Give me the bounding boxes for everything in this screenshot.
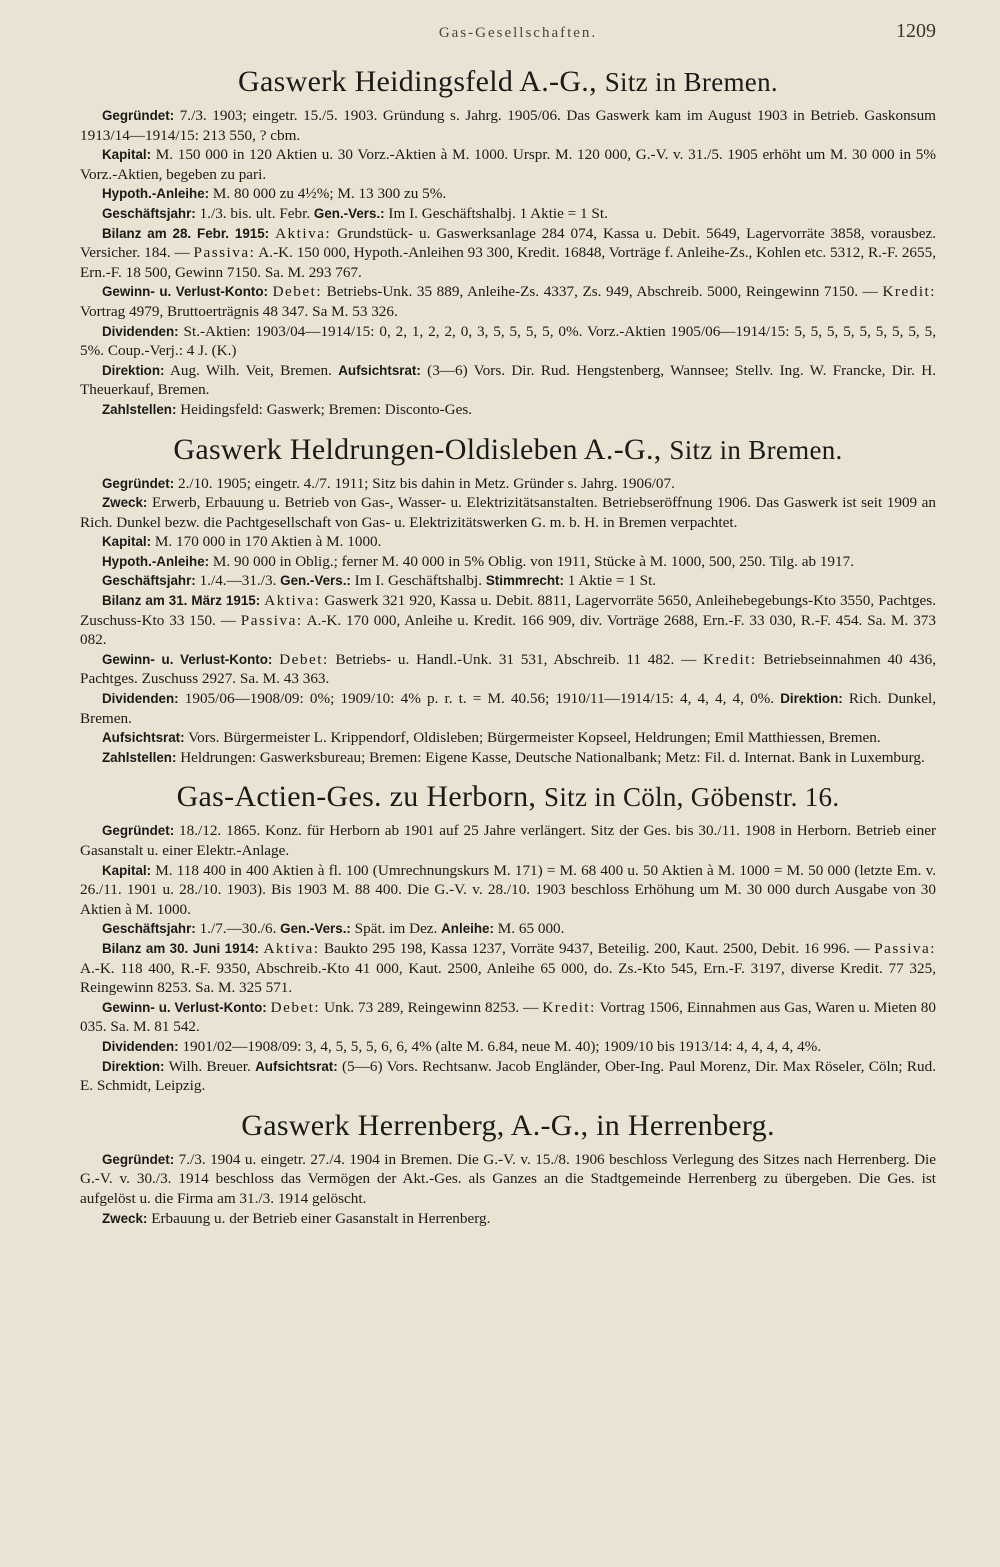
field-label: Kapital: [102,147,152,163]
entry-paragraph [80,939,936,998]
entry-paragraph [80,591,936,650]
field-text: Betriebs- u. Handl.-Unk. 31 531, Abschreib. 11 482. — [328,650,704,668]
field-label: Aufsichtsrat: [102,730,185,746]
field-text: Erbauung u. der Betrieb einer Gasanstalt in Herrenberg. [147,1209,491,1227]
entry-paragraph [80,1037,936,1057]
company-entry [80,64,936,420]
field-text: Im I. Geschäftshalbj. [350,572,486,590]
entry-paragraph [80,493,936,532]
entry-paragraph [80,1209,936,1229]
entry-paragraph [80,282,936,321]
field-label: Geschäftsjahr: [102,573,196,589]
field-label: Bilanz am 30. Juni 1914: [102,940,259,956]
field-text: Vortrag 4979, Bruttoerträgnis 48 347. Sa M. 53 326. [80,302,398,320]
company-name: Gaswerk Heldrungen-Oldisleben A.-G., [173,432,662,466]
field-text: 1./4.—31./3. [195,572,281,590]
field-text: M. 80 000 zu 4½%; M. 13 300 zu 5%. [209,185,447,203]
account-side-label: Debet: [279,650,329,668]
field-label: Geschäftsjahr: [102,921,196,937]
entry-paragraph [80,998,936,1037]
field-label: Gewinn- u. Verlust-Konto: [102,651,273,667]
entry-paragraph [80,1150,936,1209]
company-name: Gaswerk Heidingsfeld A.-G., [238,65,597,98]
entry-paragraph [80,204,936,224]
field-text: St.-Aktien: 1903/04—1914/15: 0, 2, 1, 2, 2, 0, 3, 5, 5, 5, 5, 0%. Vorz.-Aktien 1905/06—1914/15: 5, 5, 5, 5, 5, 5, 5, 5, 5, 5%. Coup.-Verj.: 4 J. (K.) [80,322,936,360]
field-text: M. 90 000 in Oblig.; ferner M. 40 000 in 5% Oblig. von 1911, Stücke à M. 1000, 500, 250. Tilg. ab 1917. [209,552,855,570]
field-label: Kapital: [102,534,152,550]
company-entries [80,64,936,1228]
field-text: M. 118 400 in 400 Aktien à fl. 100 (Umrechnungskurs M. 171) = M. 68 400 u. 50 Aktien à M. 1000 = M. 50 000 (letzte Em. v. 26./11. 1901 u. 28./10. 1903). Bis 1903 M. 88 400. Die G.-V. v. 28./10. 1903 beschloss Erhöhung um M. 30 000 durch Ausgabe von 30 Aktien à M. 1000. [80,861,936,918]
account-side-label: Passiva: [874,939,936,957]
field-label: Geschäftsjahr: [102,205,196,221]
entry-paragraph [80,1057,936,1096]
field-label: Gen.-Vers.: [280,921,351,937]
company-entry [80,432,936,768]
entry-paragraph [80,322,936,361]
field-text: A.-K. 150 000, Hypoth.-Anleihen 93 300, Kredit. 16848, Vorträge f. Anleihe-Zs., Kohlen etc. 5312, R.-F. 2655, Ern.-F. 18 500, Gewinn 7150. Sa. M. 293 767. [80,244,936,281]
field-label: Gen.-Vers.: [313,205,385,221]
field-text: Betriebs-Unk. 35 889, Anleihe-Zs. 4337, Zs. 949, Abschreib. 5000, Reingewinn 7150. — [322,283,883,301]
field-text: M. 65 000. [493,920,565,938]
field-label: Hypoth.-Anleihe: [102,553,210,569]
field-text: 7./3. 1904 u. eingetr. 27./4. 1904 in Bremen. Die G.-V. v. 15./8. 1906 beschloss Verlegung des Sitzes nach Herrenberg. Die G.-V. v. 30./3. 1914 beschloss das Vermögen der Akt.-Ges. als Ganzes an die Stadtgemeinde Herrenberg zu übergeben. Die Ges. ist aufgelöst u. die Firma am 31./3. 1914 gelöscht. [80,1150,936,1207]
company-name: Gaswerk Herrenberg, A.-G., in Herrenberg. [241,1108,775,1142]
company-heading [80,432,936,468]
company-seat: Sitz in Bremen. [669,434,843,465]
field-text: Baukto 295 198, Kassa 1237, Vorräte 9437, Beteilig. 200, Kaut. 2500, Debit. 16 996. — [319,939,875,957]
field-label: Direktion: [102,1058,165,1074]
field-label: Stimmrecht: [485,573,564,589]
entry-paragraph [80,748,936,768]
field-label: Direktion: [102,362,165,378]
field-text: M. 170 000 in 170 Aktien à M. 1000. [151,533,382,551]
field-text: Spät. im Dez. [350,920,442,938]
account-side-label: Kredit: [542,998,596,1016]
field-label: Zweck: [102,1210,148,1226]
field-text: 1 Aktie = 1 St. [563,572,657,590]
company-seat: Sitz in Cöln, Göbenstr. 16. [544,782,840,813]
entry-paragraph [80,474,936,494]
field-text: 2./10. 1905; eingetr. 4./7. 1911; Sitz bis dahin in Metz. Gründer s. Jahrg. 1906/07. [174,474,675,492]
company-seat: Sitz in Bremen. [604,67,778,97]
running-head [80,20,936,46]
field-label: Zahlstellen: [102,749,177,765]
field-text: Heldrungen: Gaswerksbureau; Bremen: Eigene Kasse, Deutsche Nationalbank; Metz: Fil. d. Internat. Bank in Luxemburg. [176,748,925,766]
account-side-label: Passiva: [193,244,256,262]
entry-paragraph [80,571,936,591]
company-heading [80,1108,936,1144]
field-label: Gen.-Vers.: [280,573,351,589]
field-label: Anleihe: [441,921,494,937]
field-label: Gewinn- u. Verlust-Konto: [102,284,268,300]
company-heading [80,64,936,100]
company-heading [80,779,936,815]
field-text: Wilh. Breuer. [164,1057,256,1075]
field-label: Dividenden: [102,1038,179,1054]
company-entry [80,779,936,1095]
field-text: Im I. Geschäftshalbj. 1 Aktie = 1 St. [384,204,608,222]
running-head-title: Gas-Gesellschaften. [438,25,598,41]
entry-paragraph [80,861,936,920]
field-text: M. 150 000 in 120 Aktien u. 30 Vorz.-Aktien à M. 1000. Urspr. M. 120 000, G.-V. v. 31./5. 1905 erhöht um M. 30 000 in 5% Vorz.-Aktien, begeben zu pari. [80,146,936,183]
entry-paragraph [80,821,936,860]
entry-paragraph [80,919,936,939]
entry-paragraph [80,728,936,748]
field-text: Vors. Bürgermeister L. Krippendorf, Oldisleben; Bürgermeister Kopseel, Heldrungen; Emil Matthiessen, Bremen. [184,729,881,747]
field-text: Heidingsfeld: Gaswerk; Bremen: Disconto-Ges. [176,400,473,418]
entry-paragraph [80,650,936,689]
field-label: Dividenden: [102,691,179,707]
field-text: Gaswerk 321 920, Kassa u. Debit. 8811, Lagervorräte 5650, Anleihebegebungs-Kto 3550, Pachtges. Zuschuss-Kto 33 150. — [80,592,936,629]
account-side-label: Aktiva: [263,939,320,957]
field-text: (5—6) Vors. Rechtsanw. Jacob Engländer, Ober-Ing. Paul Morenz, Dir. Max Röseler, Cöln; Rud. E. Schmidt, Leipzig. [80,1057,937,1095]
field-label: Bilanz am 31. März 1915: [102,593,261,609]
entry-paragraph [80,532,936,552]
account-side-label: Aktiva: [275,224,332,242]
field-label: Kapital: [102,862,152,878]
field-text: Vortrag 1506, Einnahmen aus Gas, Waren u. Mieten 80 035. Sa. M. 81 542. [80,998,936,1036]
entry-paragraph [80,224,936,283]
field-label: Gegründet: [102,475,175,491]
field-label: Gewinn- u. Verlust-Konto: [102,999,267,1015]
field-label: Aufsichtsrat: [255,1058,338,1074]
field-label: Aufsichtsrat: [338,362,421,378]
entry-paragraph [80,552,936,572]
company-entry [80,1108,936,1228]
field-text: 1905/06—1908/09: 0%; 1909/10: 4% p. r. t. = M. 40.56; 1910/11—1914/15: 4, 4, 4, 4, 0%. [178,690,781,708]
field-text: 7./3. 1903; eingetr. 15./5. 1903. Gründung s. Jahrg. 1905/06. Das Gaswerk kam im August 1903 in Betrieb. Gaskonsum 1913/14—1914/15: 213 550, ? cbm. [80,107,936,144]
account-side-label: Passiva: [240,611,303,629]
field-text: Aug. Wilh. Veit, Bremen. [164,361,339,379]
company-name: Gas-Actien-Ges. zu Herborn, [176,780,537,814]
field-label: Zahlstellen: [102,401,177,417]
field-text: Erwerb, Erbauung u. Betrieb von Gas-, Wasser- u. Elektrizitätsanstalten. Betriebseröffnung 1906. Das Gaswerk ist seit 1909 an Rich. Dunkel bezw. die Pachtgesellschaft von Gas- u. Elektrizitätswerken G. m. b. H. in Bremen verpachtet. [80,494,936,531]
field-text: 1./3. bis. ult. Febr. [195,204,314,222]
field-label: Bilanz am 28. Febr. 1915: [102,225,270,241]
field-text: Betriebseinnahmen 40 436, Pachtges. Zuschuss 2927. Sa. M. 43 363. [80,650,937,688]
account-side-label: Kredit: [882,283,936,301]
entry-paragraph [80,145,936,184]
field-label: Hypoth.-Anleihe: [102,186,210,202]
field-label: Gegründet: [102,823,175,839]
field-label: Zweck: [102,495,148,511]
account-side-label: Debet: [272,283,323,301]
field-text: A.-K. 118 400, R.-F. 9350, Abschreib.-Kto 41 000, Kaut. 2500, Anleihe 65 000, do. Zs.-Kto 545, Ern.-F. 3197, diverse Kredit. 77 325, Reingewinn 8253. Sa. M. 325 571. [80,959,936,997]
account-side-label: Debet: [270,998,321,1016]
field-label: Gegründet: [102,108,175,123]
entry-paragraph [80,184,936,204]
entry-paragraph [80,400,936,420]
field-text: (3—6) Vors. Dir. Rud. Hengstenberg, Wannsee; Stellv. Ing. W. Francke, Dir. H. Theuerkauf, Bremen. [80,361,936,399]
field-label: Dividenden: [102,323,179,339]
field-label: Direktion: [780,691,843,707]
page-number: 1209 [896,20,936,42]
field-text: 1901/02—1908/09: 3, 4, 5, 5, 5, 6, 6, 4% (alte M. 6.84, neue M. 40); 1909/10 bis 1913/14: 4, 4, 4, 4, 4%. [178,1037,822,1055]
account-side-label: Kredit: [703,650,757,668]
entry-paragraph [80,689,936,728]
field-text: Rich. Dunkel, Bremen. [80,690,936,727]
field-text: A.-K. 170 000, Anleihe u. Kredit. 166 909, div. Vorträge 2688, Ern.-F. 33 030, R.-F. 454. Sa. M. 373 082. [80,611,936,649]
field-text: 1./7.—30./6. [195,920,281,938]
account-side-label: Aktiva: [264,592,321,610]
field-text: 18./12. 1865. Konz. für Herborn ab 1901 auf 25 Jahre verlängert. Sitz der Ges. bis 30./11. 1908 in Herborn. Betrieb einer Gasanstalt u. einer Elektr.-Anlage. [80,822,936,859]
field-label: Gegründet: [102,1151,175,1167]
entry-paragraph [80,361,936,400]
field-text: Unk. 73 289, Reingewinn 8253. — [320,998,543,1016]
field-text: Grundstück- u. Gaswerksanlage 284 074, Kassa u. Debit. 5649, Lagervorräte 3858, vorausbez. Versicher. 184. — [80,224,937,262]
entry-paragraph [80,106,936,145]
